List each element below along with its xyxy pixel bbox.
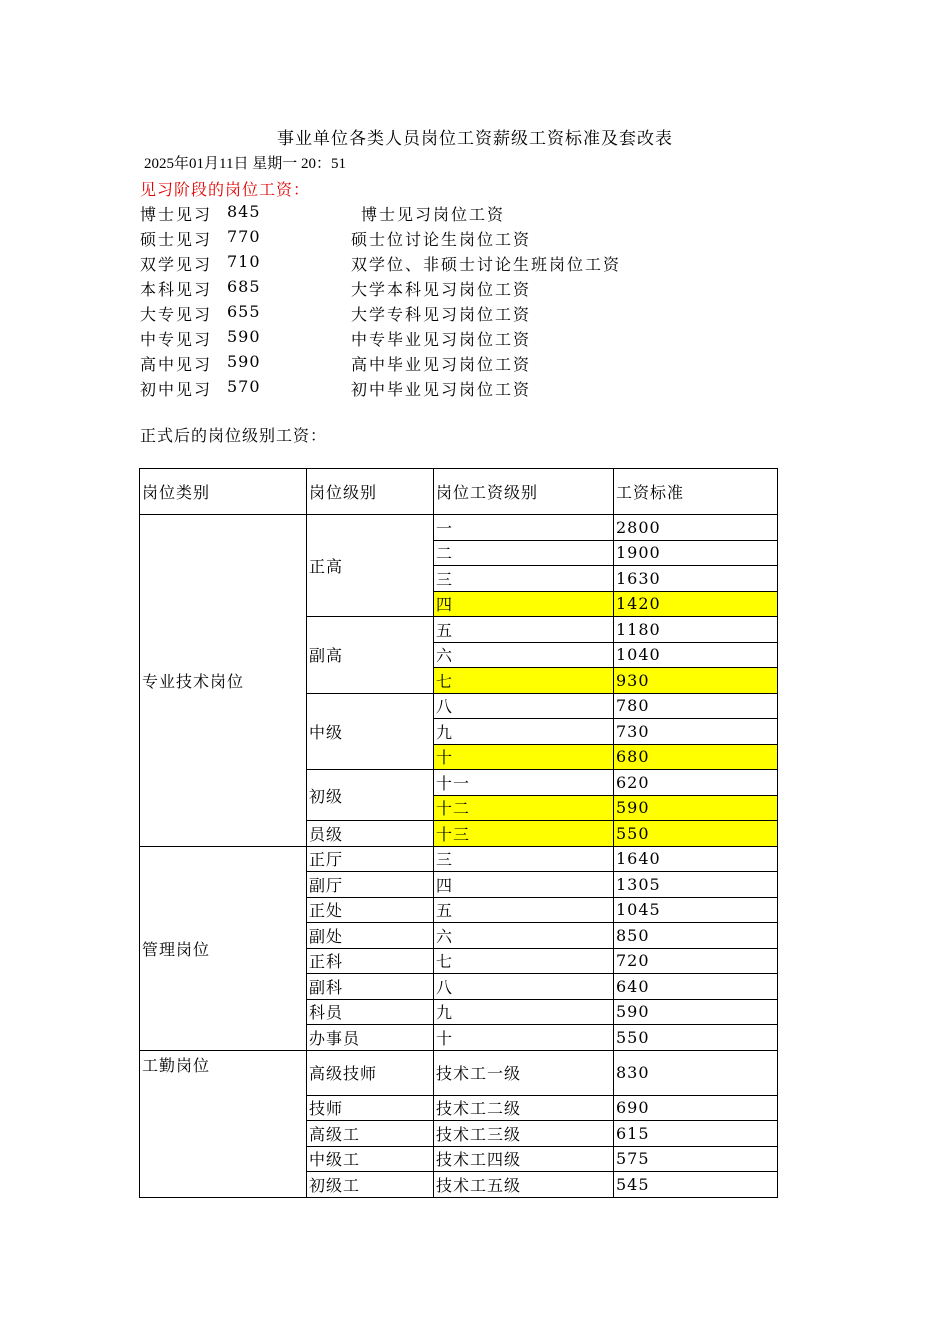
salary-cell: 640: [614, 974, 778, 1000]
grade-cell-highlighted: 四: [434, 591, 614, 617]
salary-cell: 1900: [614, 540, 778, 566]
salary-cell: 2800: [614, 515, 778, 541]
intern-name: 大专见习: [140, 305, 213, 324]
level-cell: 正高: [307, 515, 434, 617]
intern-name: 本科见习: [140, 280, 213, 299]
level-cell: 正科: [307, 948, 434, 974]
grade-cell: 八: [434, 974, 614, 1000]
salary-cell: 690: [614, 1095, 778, 1121]
intern-desc: 高中毕业见习岗位工资: [351, 355, 532, 374]
salary-table: [139, 468, 778, 1198]
intern-amount: 655: [227, 302, 261, 321]
intern-amount: 590: [227, 352, 261, 371]
salary-cell: 830: [614, 1050, 778, 1095]
level-cell: 副高: [307, 617, 434, 694]
intern-amount: 770: [227, 227, 261, 246]
grade-cell: 五: [434, 897, 614, 923]
grade-cell: 二: [434, 540, 614, 566]
salary-cell: 720: [614, 948, 778, 974]
grade-cell: 三: [434, 566, 614, 592]
salary-cell: 1040: [614, 642, 778, 668]
intern-name: 初中见习: [140, 380, 213, 399]
header-category: 岗位类别: [140, 469, 307, 515]
grade-cell: 十一: [434, 770, 614, 796]
intern-name: 硕士见习: [140, 230, 213, 249]
salary-cell: 730: [614, 719, 778, 745]
intern-name: 双学见习: [140, 255, 213, 274]
intern-desc: 双学位、非硕士讨论生班岗位工资: [351, 255, 622, 274]
salary-cell: 550: [614, 1025, 778, 1051]
intern-desc: 大学专科见习岗位工资: [351, 305, 532, 324]
salary-cell-highlighted: 930: [614, 668, 778, 694]
document-title: 事业单位各类人员岗位工资薪级工资标准及套改表: [277, 129, 673, 149]
salary-cell: 545: [614, 1172, 778, 1198]
level-cell: 科员: [307, 999, 434, 1025]
grade-cell: 技术工五级: [434, 1172, 614, 1198]
salary-cell-highlighted: 550: [614, 821, 778, 847]
header-salary: 工资标准: [614, 469, 778, 515]
level-cell: 员级: [307, 821, 434, 847]
intern-amount: 590: [227, 327, 261, 346]
table-row: [140, 1050, 778, 1095]
grade-cell: 九: [434, 719, 614, 745]
salary-cell: 620: [614, 770, 778, 796]
salary-cell-highlighted: 590: [614, 795, 778, 821]
intern-desc: 初中毕业见习岗位工资: [351, 380, 532, 399]
salary-cell: 1630: [614, 566, 778, 592]
grade-cell: 四: [434, 872, 614, 898]
salary-cell: 1640: [614, 846, 778, 872]
intern-name: 中专见习: [140, 330, 213, 349]
intern-amount: 710: [227, 252, 261, 271]
salary-cell-highlighted: 680: [614, 744, 778, 770]
intern-amount: 685: [227, 277, 261, 296]
level-cell: 副厅: [307, 872, 434, 898]
level-cell: 高级技师: [307, 1050, 434, 1095]
level-cell: 正处: [307, 897, 434, 923]
grade-cell: 技术工三级: [434, 1121, 614, 1147]
level-cell: 初级工: [307, 1172, 434, 1198]
grade-cell-highlighted: 十二: [434, 795, 614, 821]
category-worker: 工勤岗位: [140, 1050, 307, 1197]
grade-cell: 六: [434, 923, 614, 949]
header-grade: 岗位工资级别: [434, 469, 614, 515]
category-management: 管理岗位: [140, 846, 307, 1050]
formal-section-heading: 正式后的岗位级别工资：: [140, 426, 328, 445]
level-cell: 中级工: [307, 1146, 434, 1172]
level-cell: 办事员: [307, 1025, 434, 1051]
header-level: 岗位级别: [307, 469, 434, 515]
date-line: 2025年01月11日 星期一 20：51: [144, 156, 346, 172]
salary-cell: 850: [614, 923, 778, 949]
grade-cell: 五: [434, 617, 614, 643]
salary-cell-highlighted: 1420: [614, 591, 778, 617]
grade-cell: 九: [434, 999, 614, 1025]
salary-cell: 590: [614, 999, 778, 1025]
intern-desc: 硕士位讨论生岗位工资: [351, 230, 532, 249]
intern-amount: 845: [227, 202, 261, 221]
level-cell: 初级: [307, 770, 434, 821]
grade-cell: 技术工四级: [434, 1146, 614, 1172]
grade-cell: 一: [434, 515, 614, 541]
salary-cell: 575: [614, 1146, 778, 1172]
grade-cell: 技术工一级: [434, 1050, 614, 1095]
table-row: [140, 846, 778, 872]
salary-cell: 1045: [614, 897, 778, 923]
level-cell: 技师: [307, 1095, 434, 1121]
level-cell: 副处: [307, 923, 434, 949]
intern-name: 博士见习: [140, 205, 213, 224]
salary-cell: 780: [614, 693, 778, 719]
level-cell: 中级: [307, 693, 434, 770]
intern-desc: 中专毕业见习岗位工资: [351, 330, 532, 349]
grade-cell: 八: [434, 693, 614, 719]
intern-desc: 大学本科见习岗位工资: [351, 280, 532, 299]
intern-section-heading: 见习阶段的岗位工资：: [140, 180, 311, 199]
salary-cell: 615: [614, 1121, 778, 1147]
grade-cell: 三: [434, 846, 614, 872]
salary-cell: 1305: [614, 872, 778, 898]
level-cell: 高级工: [307, 1121, 434, 1147]
intern-desc: 博士见习岗位工资: [361, 205, 506, 224]
grade-cell: 七: [434, 948, 614, 974]
grade-cell-highlighted: 七: [434, 668, 614, 694]
grade-cell-highlighted: 十: [434, 744, 614, 770]
category-professional: 专业技术岗位: [140, 515, 307, 847]
intern-name: 高中见习: [140, 355, 213, 374]
salary-cell: 1180: [614, 617, 778, 643]
grade-cell: 技术工二级: [434, 1095, 614, 1121]
table-header-row: [140, 469, 778, 515]
intern-amount: 570: [227, 377, 261, 396]
grade-cell: 六: [434, 642, 614, 668]
level-cell: 正厅: [307, 846, 434, 872]
grade-cell-highlighted: 十三: [434, 821, 614, 847]
grade-cell: 十: [434, 1025, 614, 1051]
table-row: [140, 515, 778, 541]
level-cell: 副科: [307, 974, 434, 1000]
